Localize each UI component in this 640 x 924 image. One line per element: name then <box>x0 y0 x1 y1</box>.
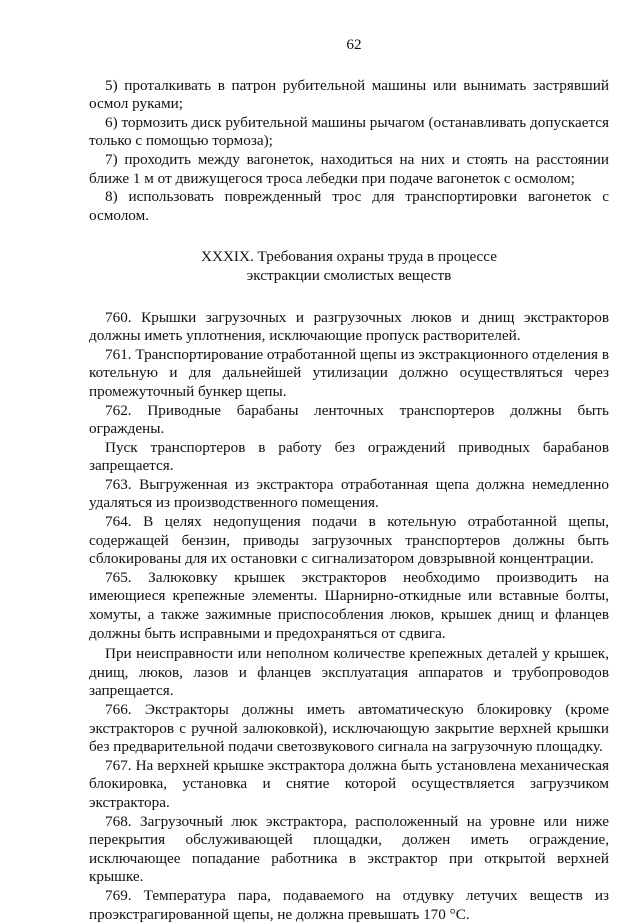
paragraph: 761. Транспортирование отработанной щепы из экстракционного отделения в котельную и для дальнейшей утилизации должно осуществляться через промежуточный бункер щепы. <box>89 345 609 400</box>
paragraph: 768. Загрузочный люк экстрактора, расположенный на уровне или ниже перекрытия обслуживающей площадки, должен иметь ограждение, исключающее попадание работника в экстрактор при открытой верхней крышке. <box>89 812 609 886</box>
list-item: 7) проходить между вагонеток, находиться на них и стоять на расстоянии ближе 1 м от движущегося троса лебедки при подаче вагонеток с осмолом; <box>89 150 609 187</box>
paragraph: Пуск транспортеров в работу без ограждений приводных барабанов запрещается. <box>89 438 609 475</box>
paragraph: 764. В целях недопущения подачи в котельную отработанной щепы, содержащей бензин, приводы загрузочных транспортеров должны быть сблокированы для их остановки с сигнализатором довзрывной концентрации. <box>89 513 609 568</box>
list-item: 8) использовать поврежденный трос для транспортировки вагонеток с осмолом. <box>89 188 609 224</box>
section-heading <box>89 248 609 285</box>
section-heading-line: экстракции смолистых веществ <box>246 266 452 284</box>
section-heading-line: XXXIX. Требования охраны труда в процессе <box>201 248 497 266</box>
page-number: 62 <box>346 36 362 53</box>
paragraph: При неисправности или неполном количестве крепежных деталей у крышек, днищ, люков, лазов и фланцев эксплуатация аппаратов и трубопроводов запрещается. <box>89 645 609 700</box>
paragraph: 763. Выгруженная из экстрактора отработанная щепа должна немедленно удаляться из производственного помещения. <box>89 475 609 512</box>
paragraph: 762. Приводные барабаны ленточных транспортеров должны быть ограждены. <box>89 401 609 438</box>
paragraph: 765. Залюковку крышек экстракторов необходимо производить на имеющиеся крепежные элементы. Шарнирно-откидные или вставные болты, хомуты, а также зажимные приспособления люков, крышек днищ и фланцев должны быть исправными и предохраняться от сдвига. <box>89 568 609 642</box>
paragraph: 767. На верхней крышке экстрактора должна быть установлена механическая блокировка, установка и снятие которой осуществляется загрузчиком экстрактора. <box>89 756 609 811</box>
paragraph: 766. Экстракторы должны иметь автоматическую блокировку (кроме экстракторов с ручной залюковкой), исключающую закрытие верхней крышки без предварительной подачи светозвукового сигнала на загрузочную площадку. <box>89 701 609 756</box>
list-item: 5) проталкивать в патрон рубительной машины или вынимать застрявший осмол руками; <box>89 76 609 113</box>
list-item: 6) тормозить диск рубительной машины рычагом (останавливать допускается только с помощью тормоза); <box>89 113 609 150</box>
paragraph: 760. Крышки загрузочных и разгрузочных люков и днищ экстракторов должны иметь уплотнения, исключающие пропуск растворителей. <box>89 308 609 345</box>
paragraph: 769. Температура пара, подаваемого на отдувку летучих веществ из проэкстрагированной щепы, не должна превышать 170 °С. <box>89 886 609 923</box>
